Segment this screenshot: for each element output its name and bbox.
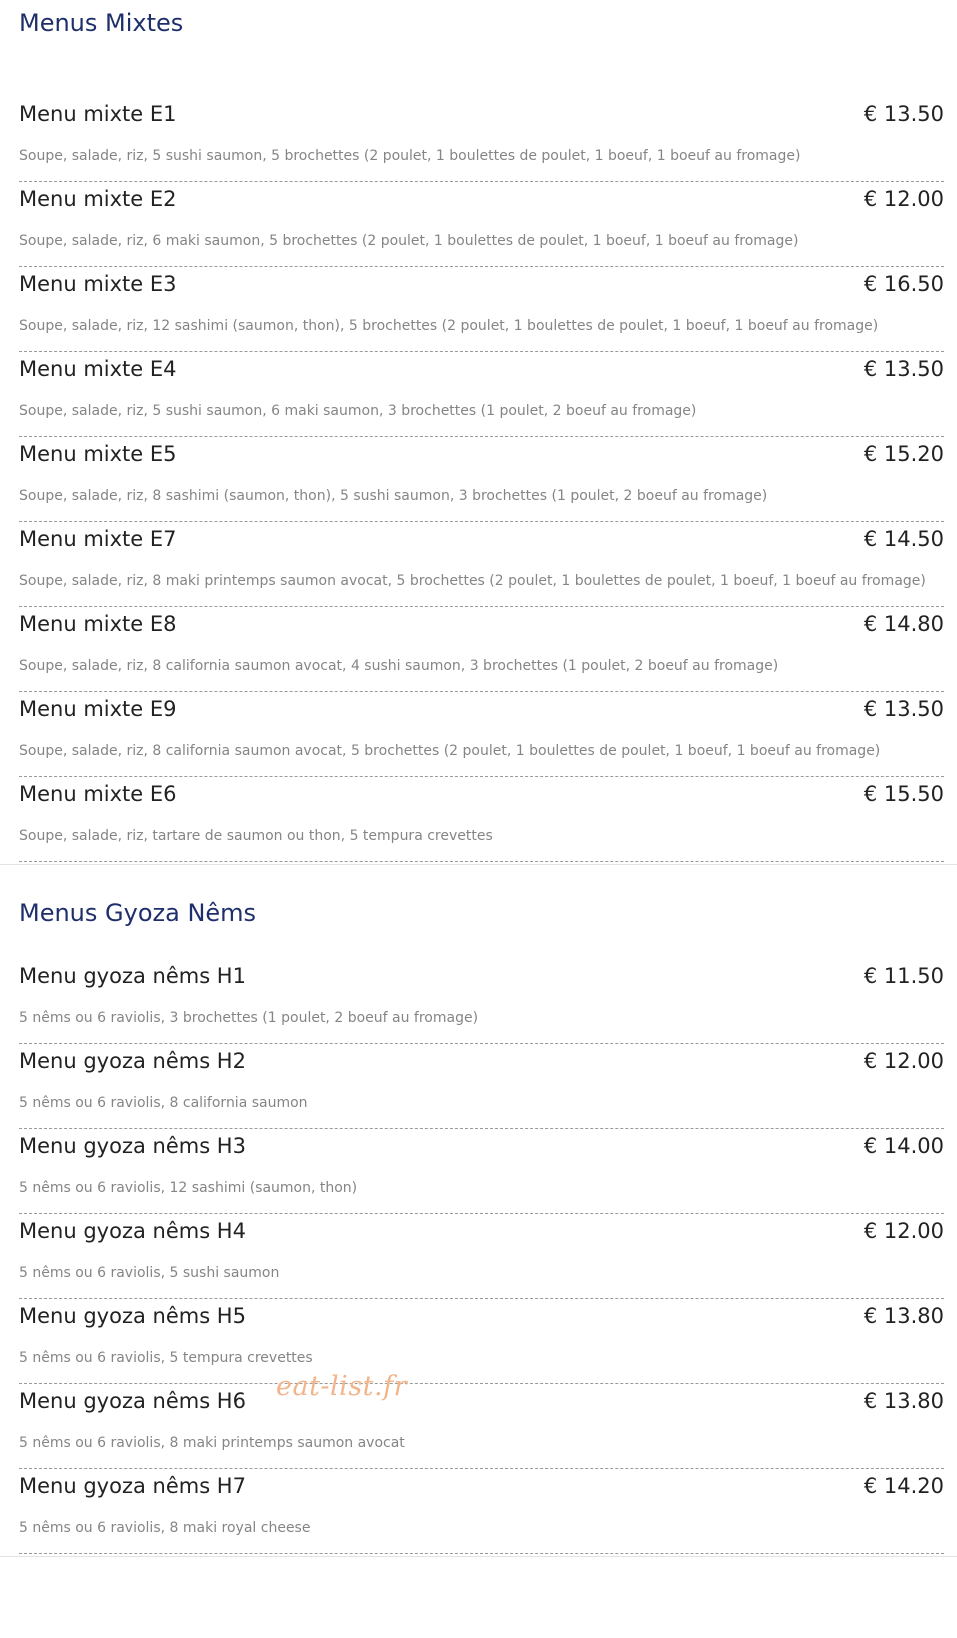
item-description: Soupe, salade, riz, 5 sushi saumon, 5 brochettes (2 poulet, 1 boulettes de poulet, 1 boeuf, 1 boeuf au fromage) [19,148,801,164]
menu-item[interactable] [19,688,944,777]
item-price: € 14.50 [863,527,944,551]
item-description: Soupe, salade, riz, 8 maki printemps saumon avocat, 5 brochettes (2 poulet, 1 boulettes de poulet, 1 boeuf, 1 boeuf au fromage) [19,573,926,589]
item-price: € 14.00 [863,1134,944,1158]
watermark: eat-list.fr [276,1371,408,1402]
item-name: Menu gyoza nêms H6 [19,1389,246,1413]
item-description: Soupe, salade, riz, 8 california saumon avocat, 4 sushi saumon, 3 brochettes (1 poulet, 2 boeuf au fromage) [19,658,779,674]
menu-item[interactable] [19,1210,944,1299]
item-description: 5 nêms ou 6 raviolis, 8 california saumon [19,1095,308,1111]
item-description: Soupe, salade, riz, 8 sashimi (saumon, thon), 5 sushi saumon, 3 brochettes (1 poulet, 2 boeuf au fromage) [19,488,768,504]
item-description: Soupe, salade, riz, 6 maki saumon, 5 brochettes (2 poulet, 1 boulettes de poulet, 1 boeuf, 1 boeuf au fromage) [19,233,799,249]
menu-item[interactable] [19,773,944,862]
item-name: Menu mixte E9 [19,697,177,721]
item-name: Menu gyoza nêms H4 [19,1219,246,1243]
item-description: 5 nêms ou 6 raviolis, 12 sashimi (saumon, thon) [19,1180,358,1196]
item-price: € 13.50 [863,697,944,721]
item-description: Soupe, salade, riz, 8 california saumon avocat, 5 brochettes (2 poulet, 1 boulettes de poulet, 1 boeuf, 1 boeuf au fromage) [19,743,881,759]
item-price: € 13.80 [863,1389,944,1413]
item-name: Menu mixte E6 [19,782,177,806]
item-price: € 14.80 [863,612,944,636]
item-description: 5 nêms ou 6 raviolis, 5 tempura crevettes [19,1350,313,1366]
item-name: Menu gyoza nêms H7 [19,1474,246,1498]
item-name: Menu gyoza nêms H3 [19,1134,246,1158]
item-description: 5 nêms ou 6 raviolis, 8 maki royal cheese [19,1520,311,1536]
item-price: € 15.50 [863,782,944,806]
item-price: € 13.80 [863,1304,944,1328]
menu-item[interactable] [19,1040,944,1129]
item-price: € 16.50 [863,272,944,296]
item-price: € 13.50 [863,102,944,126]
item-description: Soupe, salade, riz, 12 sashimi (saumon, thon), 5 brochettes (2 poulet, 1 boulettes de poulet, 1 boeuf, 1 boeuf au fromage) [19,318,879,334]
item-price: € 14.20 [863,1474,944,1498]
menu-item[interactable] [19,178,944,267]
item-name: Menu mixte E7 [19,527,177,551]
menu-item[interactable] [19,1125,944,1214]
item-price: € 12.00 [863,1049,944,1073]
menu-item[interactable] [19,348,944,437]
menu-item[interactable] [19,93,944,182]
item-name: Menu mixte E2 [19,187,177,211]
menu-item[interactable] [19,263,944,352]
item-name: Menu gyoza nêms H1 [19,964,246,988]
item-price: € 12.00 [863,1219,944,1243]
menu-item[interactable] [19,433,944,522]
menu-item[interactable] [19,1295,944,1384]
menu-item[interactable] [19,955,944,1044]
item-name: Menu gyoza nêms H5 [19,1304,246,1328]
section-divider [0,1556,957,1557]
item-description: 5 nêms ou 6 raviolis, 5 sushi saumon [19,1265,280,1281]
item-description: Soupe, salade, riz, 5 sushi saumon, 6 maki saumon, 3 brochettes (1 poulet, 2 boeuf au fromage) [19,403,697,419]
menu-item[interactable] [19,1465,944,1554]
item-price: € 13.50 [863,357,944,381]
item-price: € 12.00 [863,187,944,211]
item-name: Menu gyoza nêms H2 [19,1049,246,1073]
menu-item[interactable] [19,1380,944,1469]
section-title: Menus Gyoza Nêms [19,899,257,927]
item-price: € 11.50 [863,964,944,988]
item-name: Menu mixte E1 [19,102,177,126]
menu-item[interactable] [19,603,944,692]
item-name: Menu mixte E8 [19,612,177,636]
item-description: Soupe, salade, riz, tartare de saumon ou thon, 5 tempura crevettes [19,828,493,844]
item-price: € 15.20 [863,442,944,466]
item-description: 5 nêms ou 6 raviolis, 3 brochettes (1 poulet, 2 boeuf au fromage) [19,1010,479,1026]
section-title: Menus Mixtes [19,9,184,37]
item-name: Menu mixte E5 [19,442,177,466]
item-description: 5 nêms ou 6 raviolis, 8 maki printemps saumon avocat [19,1435,405,1451]
item-name: Menu mixte E4 [19,357,177,381]
section-divider [0,864,957,865]
menu-item[interactable] [19,518,944,607]
item-name: Menu mixte E3 [19,272,177,296]
